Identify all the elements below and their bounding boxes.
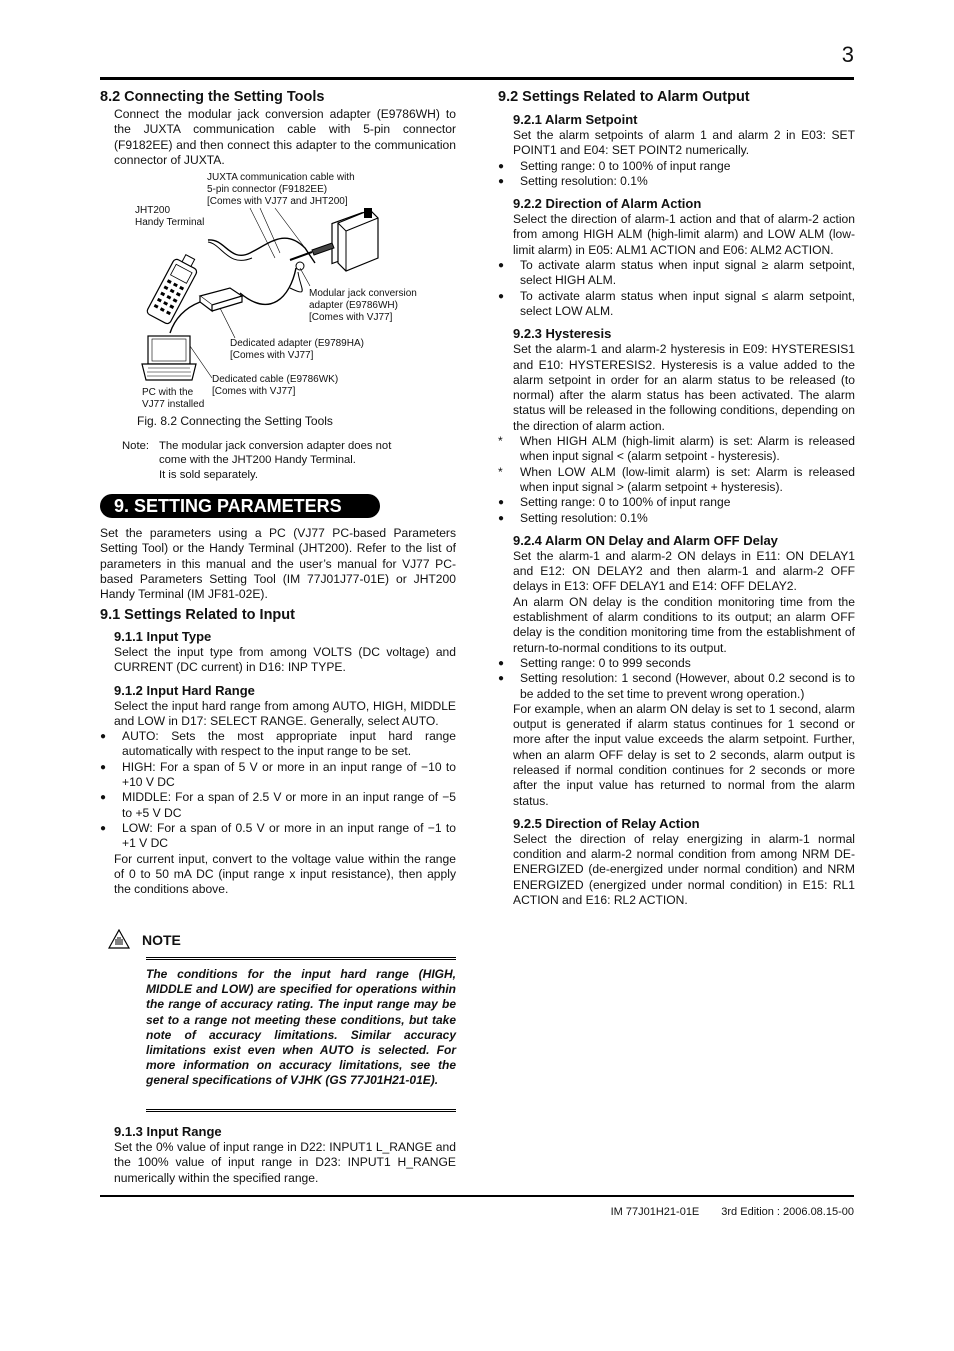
note-bottom-rule bbox=[146, 1109, 456, 1112]
list-item: * When HIGH ALM (high-limit alarm) is set: Alarm is released when input signal < (alarm setpoint - hysteresis). bbox=[498, 434, 855, 465]
modular-label-2: adapter (E9786WH) bbox=[309, 300, 398, 311]
juxta-module-icon bbox=[332, 208, 378, 271]
note-line-1: The modular jack conversion adapter does not bbox=[159, 440, 392, 452]
list-item: ● LOW: For a span of 0.5 V or more in an input range of −1 to +1 V DC bbox=[100, 821, 456, 852]
subsection-title: 9.2.4 Alarm ON Delay and Alarm OFF Delay bbox=[513, 532, 778, 548]
laptop-icon bbox=[142, 336, 196, 380]
doc-id: IM 77J01H21-01E bbox=[610, 1206, 700, 1218]
hysteresis-star-list bbox=[498, 434, 855, 495]
section-title: 8.2 Connecting the Setting Tools bbox=[100, 89, 325, 105]
figure-note bbox=[122, 439, 391, 482]
delay-list bbox=[498, 656, 855, 702]
cable-label-3: [Comes with VJ77 and JHT200] bbox=[207, 196, 348, 207]
note-body: The conditions for the input hard range (HIGH, MIDDLE and LOW) are specified for operations within the range of accuracy rating. The input range may be set to a range not meeting these conditions, but take note of accuracy limitations. Similar accuracy limitations exist even when AUTO is selected. For more information on accuracy limitations, see the general specifications of VJHK (GS 77J01H21-01E). bbox=[146, 967, 456, 1088]
list-item: ● Setting range: 0 to 100% of input range bbox=[498, 159, 855, 174]
section-9-1 bbox=[100, 607, 456, 897]
pc-label-2: VJ77 installed bbox=[142, 399, 205, 410]
section-title: 9.2 Settings Related to Alarm Output bbox=[498, 89, 750, 105]
subsection-body: Set the alarm setpoints of alarm 1 and alarm 2 in E03: SET POINT1 and E04: SET POINT2 numerically. bbox=[513, 128, 855, 158]
section-title: 9.1 Settings Related to Input bbox=[100, 607, 295, 623]
subsection-title: 9.2.1 Alarm Setpoint bbox=[513, 112, 638, 127]
top-rule bbox=[100, 77, 854, 80]
note-top-rule bbox=[146, 957, 456, 960]
section-9-intro-block bbox=[100, 526, 456, 602]
subsection-title: 9.1.1 Input Type bbox=[114, 629, 212, 644]
list-item: ● To activate alarm status when input signal ≤ alarm setpoint, select LOW ALM. bbox=[498, 289, 855, 320]
section-9-intro: Set the parameters using a PC (VJ77 PC-based Parameters Setting Tool) or the Handy Terminal (JHT200). Refer to the list of parameters in this manual and the user’s manual for VJ77 PC-based Parameters Setting Tool (IM 77J01J77-01E) or JHT200 Handy Terminal (IM JF81-02E). bbox=[100, 526, 456, 602]
list-item: ● MIDDLE: For a span of 2.5 V or more in an input range of −5 to +5 V DC bbox=[100, 790, 456, 821]
section-9-2 bbox=[498, 89, 855, 908]
input-range-list bbox=[100, 729, 456, 851]
page-number: 3 bbox=[841, 42, 854, 67]
subsection-title: 9.1.2 Input Hard Range bbox=[114, 682, 255, 698]
caution-hand-icon bbox=[108, 929, 130, 949]
figure-caption: Fig. 8.2 Connecting the Setting Tools bbox=[137, 414, 333, 428]
alarm-action-list bbox=[498, 258, 855, 319]
note-label: Note: bbox=[122, 440, 150, 452]
handy-terminal-icon bbox=[146, 251, 202, 325]
subsection-body: For example, when an alarm ON delay is set to 1 second, alarm output is generated if alarm status continues for 1 second or more after the input value exceeds the alarm setpoint. Further, when an alarm OFF delay is set to 2 seconds, alarm output is released if normal condition continues for 2 seconds or more after the input value has returned to normal from the alarm status. bbox=[513, 701, 855, 808]
bottom-rule bbox=[100, 1195, 854, 1197]
subsection-body: Select the direction of alarm-1 action and that of alarm-2 action from among HIGH ALM (high-limit alarm) and LOW ALM (low-limit alarm) in E05: ALM1 ACTION and E06: ALM2 ACTION. bbox=[513, 212, 855, 257]
section-8-2 bbox=[100, 89, 456, 168]
cable-label-2: 5-pin connector (F9182EE) bbox=[207, 184, 328, 195]
subsection-body: Select the input type from among VOLTS (DC voltage) and CURRENT (DC current) in D16: INP TYPE. bbox=[114, 645, 456, 675]
section-9-1-3 bbox=[100, 1124, 456, 1186]
jht-label-2: Handy Terminal bbox=[135, 217, 205, 228]
subsection-body: Select the input hard range from among AUTO, HIGH, MIDDLE and LOW in D17: SELECT RANGE. Generally, select AUTO. bbox=[114, 698, 456, 728]
figure-connecting-tools bbox=[100, 168, 456, 438]
modular-jack-adapter-icon bbox=[290, 243, 334, 270]
list-item: ● Setting range: 0 to 999 seconds bbox=[498, 656, 855, 671]
footer bbox=[600, 1206, 854, 1218]
dedicated-cable-label-2: [Comes with VJ77] bbox=[212, 386, 296, 397]
note-line-3: It is sold separately. bbox=[159, 468, 258, 481]
subsection-body: Set the 0% value of input range in D22: INPUT1 L_RANGE and the 100% value of input range in D23: INPUT1 H_RANGE numerically within the specified range. bbox=[114, 1140, 456, 1185]
list-item: ● AUTO: Sets the most appropriate input hard range automatically with respect to the input range to be set. bbox=[100, 729, 456, 760]
list-item: ● Setting resolution: 0.1% bbox=[498, 174, 855, 189]
modular-label-3: [Comes with VJ77] bbox=[309, 312, 393, 323]
dedicated-adapter-label-2: [Comes with VJ77] bbox=[230, 350, 314, 361]
hysteresis-list bbox=[498, 495, 855, 526]
list-item: ● HIGH: For a span of 5 V or more in an input range of −10 to +10 V DC bbox=[100, 760, 456, 791]
pc-label-1: PC with the bbox=[142, 387, 194, 398]
subsection-title: 9.1.3 Input Range bbox=[114, 1124, 222, 1139]
subsection-body: Set the alarm-1 and alarm-2 hysteresis in E09: HYSTERESIS1 and E10: HYSTERESIS2. Hysteresis is a value added to the alarm setpoint in order for an alarm status to be released (to normal) after the alarm status has been activated. The alarm status will be released in the following conditions, depending on the direction of alarm action. bbox=[513, 342, 855, 433]
subsection-title: 9.2.5 Direction of Relay Action bbox=[513, 815, 700, 831]
list-item: * When LOW ALM (low-limit alarm) is set: Alarm is released when input signal > (alarm setpoint + hysteresis). bbox=[498, 465, 855, 496]
list-item: ● Setting range: 0 to 100% of input range bbox=[498, 495, 855, 510]
subsection-body: Select the direction of relay energizing in alarm-1 normal condition and alarm-2 normal condition from among NRM DE-ENERGIZED (de-energized under normal condition) and NRM ENERGIZED (energized under normal condition) in E15: RL1 ACTION and E16: RL2 ACTION. bbox=[513, 831, 855, 908]
subsection-body: For current input, convert to the voltage value within the range of 0 to 50 mA DC (input range x input resistance), then apply the conditions above. bbox=[114, 851, 456, 897]
dedicated-adapter-icon bbox=[200, 288, 242, 311]
section-body: Connect the modular jack conversion adapter (E9786WH) to the JUXTA communication cable with 5-pin connector (F9182EE) and then connect this adapter to the communication connector of JUXTA. bbox=[114, 107, 456, 167]
note-title: NOTE bbox=[142, 932, 181, 948]
subsection-title: 9.2.2 Direction of Alarm Action bbox=[513, 196, 702, 212]
list-item: ● Setting resolution: 1 second (However, about 0.2 second is to be added to the set time to prevent wrong operation.) bbox=[498, 671, 855, 702]
list-item: ● To activate alarm status when input signal ≥ alarm setpoint, select HIGH ALM. bbox=[498, 258, 855, 289]
setpoint-list bbox=[498, 159, 855, 190]
subsection-body: An alarm ON delay is the condition monitoring time from the establishment of alarm conditions to its output; an alarm OFF delay is the condition monitoring time from the establishment of return-to-normal conditions to its output. bbox=[513, 594, 855, 655]
cable-label-1: JUXTA communication cable with bbox=[207, 172, 355, 183]
note-line-2: come with the JHT200 Handy Terminal. bbox=[159, 454, 356, 467]
dedicated-cable-label-1: Dedicated cable (E9786WK) bbox=[212, 374, 339, 385]
edition: 3rd Edition : 2006.08.15-00 bbox=[721, 1206, 854, 1218]
jht-label-1: JHT200 bbox=[135, 205, 171, 216]
modular-label-1: Modular jack conversion bbox=[309, 288, 417, 299]
list-item: ● Setting resolution: 0.1% bbox=[498, 511, 855, 526]
section-9-title: 9. SETTING PARAMETERS bbox=[114, 496, 342, 516]
subsection-title: 9.2.3 Hysteresis bbox=[513, 326, 612, 342]
dedicated-adapter-label-1: Dedicated adapter (E9789HA) bbox=[230, 338, 364, 349]
subsection-body: Set the alarm-1 and alarm-2 ON delays in E11: ON DELAY1 and E12: ON DELAY2 and then alarm-1 and alarm-2 OFF delays in E13: OFF DELAY1 and E14: OFF DELAY2. bbox=[513, 548, 855, 594]
